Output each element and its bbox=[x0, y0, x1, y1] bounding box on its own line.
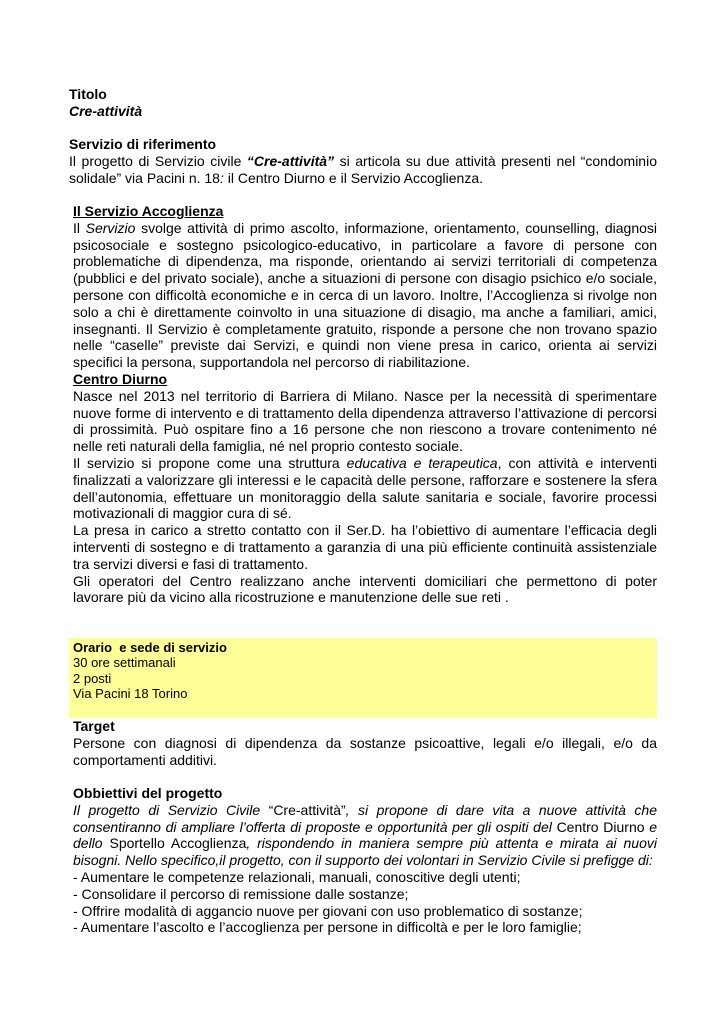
title-label: Titolo bbox=[69, 86, 107, 102]
text-run: Servizio bbox=[85, 219, 136, 236]
text-run: Il progetto di Servizio civile bbox=[69, 152, 247, 169]
accoglienza-heading: Il Servizio Accoglienza bbox=[73, 203, 224, 219]
orario-places: 2 posti bbox=[73, 670, 112, 686]
accoglienza-section bbox=[73, 203, 657, 606]
text-run: , si propone di dare vita a nuove attività che consentiranno di ampliare l’offerta di proposte e opportunità per gli ospiti del bbox=[73, 801, 657, 835]
centro-heading: Centro Diurno bbox=[73, 370, 168, 387]
text-run: Il bbox=[73, 219, 86, 236]
orario-content bbox=[73, 640, 227, 702]
text-run: si articola su due attività presenti nel “condominio solidale” via Pacini n. 18 bbox=[69, 152, 657, 186]
centro-paragraph-1: Nasce nel 2013 nel territorio di Barriera di Milano. Nasce per la necessità di sperimentare nuove forme di intervento e di trattamento della dipendenza attraverso l’attivazione di percorsi di prossimità. Può ospitare fino a 16 persone che non riescono a trovare contenimento né nelle reti naturali della famiglia, né nel proprio contesto sociale. bbox=[73, 387, 657, 455]
title-block bbox=[69, 86, 657, 120]
orario-heading: Orario e sede di servizio bbox=[73, 640, 227, 655]
text-run: Il servizio si propone come una struttura bbox=[73, 454, 347, 471]
orario-address: Via Pacini 18 Torino bbox=[73, 686, 188, 702]
list-item: - Offrire modalità di aggancio nuove per giovani con uso problematico di sostanze; bbox=[73, 902, 583, 919]
centro-paragraph-3: La presa in carico a stretto contatto con il Ser.D. ha l’obiettivo di aumentare l’efficacia degli interventi di sostegno e di trattamento a garanzia di una più efficiente continuità assistenziale tra servizi diversi e fasi di trattamento. bbox=[73, 522, 657, 572]
servizio-paragraph bbox=[69, 153, 657, 187]
text-run: il Centro Diurno e il Servizio Accoglienza. bbox=[223, 169, 483, 186]
text-run: “Cre-attività” bbox=[246, 152, 335, 169]
obiettivi-heading: Obbiettivi del progetto bbox=[73, 785, 223, 801]
centro-paragraph-4: Gli operatori del Centro realizzano anche interventi domiciliari che permettono di poter lavorare più da vicino alla ricostruzione e manutenzione delle sue reti . bbox=[73, 572, 657, 606]
list-item: - Consolidare il percorso di remissione dalle sostanze; bbox=[73, 885, 409, 902]
servizio-heading: Servizio di riferimento bbox=[69, 136, 217, 152]
text-run: educativa e terapeutica bbox=[346, 454, 498, 471]
obiettivi-paragraph bbox=[73, 802, 657, 869]
orario-box bbox=[69, 638, 657, 718]
accoglienza-paragraph bbox=[73, 220, 657, 371]
title-value: Cre-attività bbox=[69, 102, 143, 119]
text-run: , rispondendo in maniera sempre più attenta e mirata ai nuovi bisogni. Nello specifico,il progetto, con il supporto dei volontari in Servizio Civile si prefigge di: bbox=[73, 835, 657, 869]
target-heading: Target bbox=[73, 718, 115, 734]
centro-paragraph-2 bbox=[73, 455, 657, 522]
obiettivi-section bbox=[73, 785, 657, 936]
text-run: Il progetto di Servizio Civile bbox=[73, 801, 269, 818]
text-run: Sportello Accoglienza bbox=[109, 835, 247, 852]
target-section bbox=[73, 718, 657, 768]
list-item: - Aumentare le competenze relazionali, manuali, conoscitive degli utenti; bbox=[73, 868, 521, 885]
target-text: Persone con diagnosi di dipendenza da sostanze psicoattive, legali e/o illegali, e/o da comportamenti additivi. bbox=[73, 734, 657, 768]
text-run: svolge attività di primo ascolto, informazione, orientamento, counselling, diagnosi psicosociale e sostegno psicologico-educativo, in particolare a favore di persone con problematiche di dipendenza, ma risponde, orientando ai servizi territoriali di competenza (pubblici e del privato sociale), anche a situazioni di persone con disagio psichico e/o sociale, persone con difficoltà economiche e in cerca di un lavoro. Inoltre, l’Accoglienza si rivolge non solo a chi è direttamente coinvolto in una situazione di disagio, ma anche a familiari, amici, insegnanti. Il Servizio è completamente gratuito, risponde a persone che non trovano spazio nelle “caselle” previste dai Servizi, e quindi non viene presa in carico, orienta ai servizi specifici la persona, supportandola nel percorso di riabilitazione. bbox=[73, 219, 657, 371]
orario-hours: 30 ore settimanali bbox=[73, 655, 176, 671]
text-run: : bbox=[219, 169, 224, 186]
text-run: “Cre-attività” bbox=[268, 801, 346, 818]
text-run: e dello bbox=[73, 818, 657, 852]
servizio-section bbox=[69, 136, 657, 186]
text-run: , con attività e interventi finalizzati a valorizzare gli interessi e le capacità delle persone, rafforzare e sostenere la sfera dell’autonomia, effettuare un monitoraggio della salute sanitaria e sociale, favorire processi motivazionali di maggior cura di sé. bbox=[73, 454, 658, 522]
list-item: - Aumentare l’ascolto e l’accoglienza per persone in difficoltà e per le loro famiglie; bbox=[73, 919, 582, 936]
text-run: Centro Diurno bbox=[556, 818, 645, 835]
